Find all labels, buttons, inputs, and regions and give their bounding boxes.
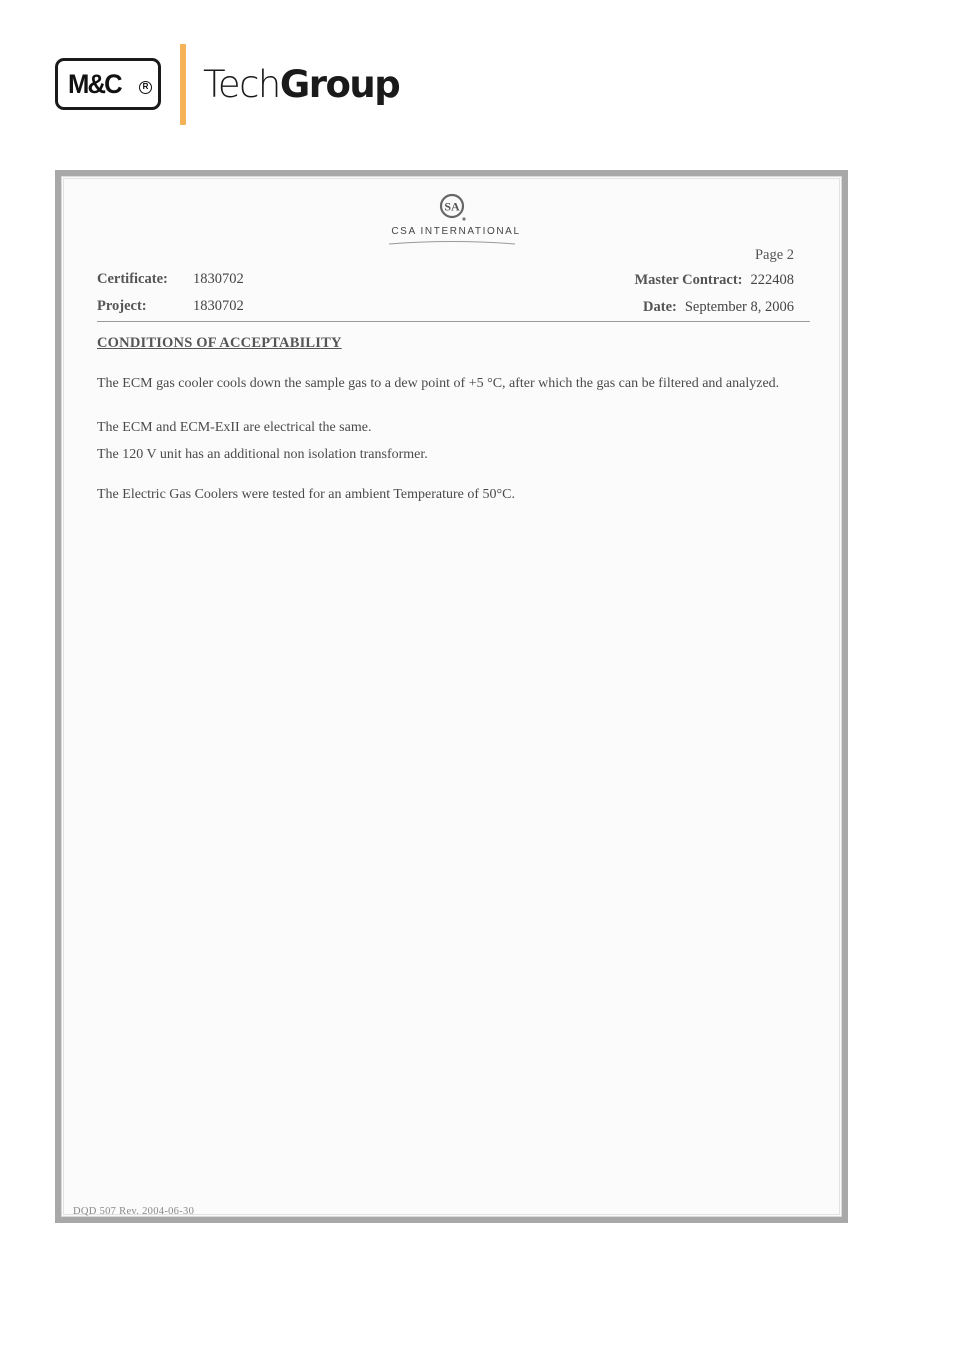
- wordmark-tech: Tech: [203, 63, 280, 106]
- mc-logo-text: M&C: [68, 69, 121, 99]
- project-row: [97, 298, 244, 315]
- project-label: Project:: [97, 298, 147, 314]
- certificate-row: [97, 271, 244, 288]
- master-contract-row: [634, 272, 794, 289]
- page-number: Page 2: [754, 247, 794, 263]
- csa-logo-icon: [438, 192, 468, 222]
- techgroup-wordmark: [203, 63, 399, 106]
- certificate-value: 1830702: [193, 271, 244, 287]
- certificate-scan: [55, 170, 848, 1223]
- date-value: September 8, 2006: [684, 299, 794, 315]
- brand-divider: [180, 44, 186, 125]
- paragraph: The Electric Gas Coolers were tested for an ambient Temperature of 50°C.: [97, 487, 515, 502]
- project-value: 1830702: [193, 298, 244, 314]
- mc-logo: [55, 58, 161, 110]
- csa-issuer-name: CSA INTERNATIONAL: [391, 226, 521, 237]
- master-contract-label: Master Contract:: [634, 272, 743, 288]
- date-label: Date:: [643, 299, 677, 315]
- section-title: CONDITIONS OF ACCEPTABILITY: [97, 335, 342, 351]
- paragraph: The 120 V unit has an additional non isolation transformer.: [97, 447, 428, 462]
- certificate-label: Certificate:: [97, 271, 168, 287]
- csa-swoosh: [387, 240, 517, 246]
- wordmark-group: Group: [279, 63, 400, 106]
- date-row: [643, 299, 794, 316]
- master-contract-value: 222408: [750, 272, 794, 288]
- paragraph: The ECM gas cooler cools down the sample gas to a dew point of +5 °C, after which the gas can be filtered and analyzed.: [97, 376, 780, 391]
- form-code: DQD 507 Rev. 2004-06-30: [73, 1206, 195, 1217]
- paragraph: The ECM and ECM-ExII are electrical the same.: [97, 420, 372, 435]
- header-divider: [97, 321, 810, 322]
- svg-text:SA: SA: [444, 199, 460, 214]
- registered-mark-icon: R: [139, 81, 152, 94]
- brand-header: [55, 44, 455, 126]
